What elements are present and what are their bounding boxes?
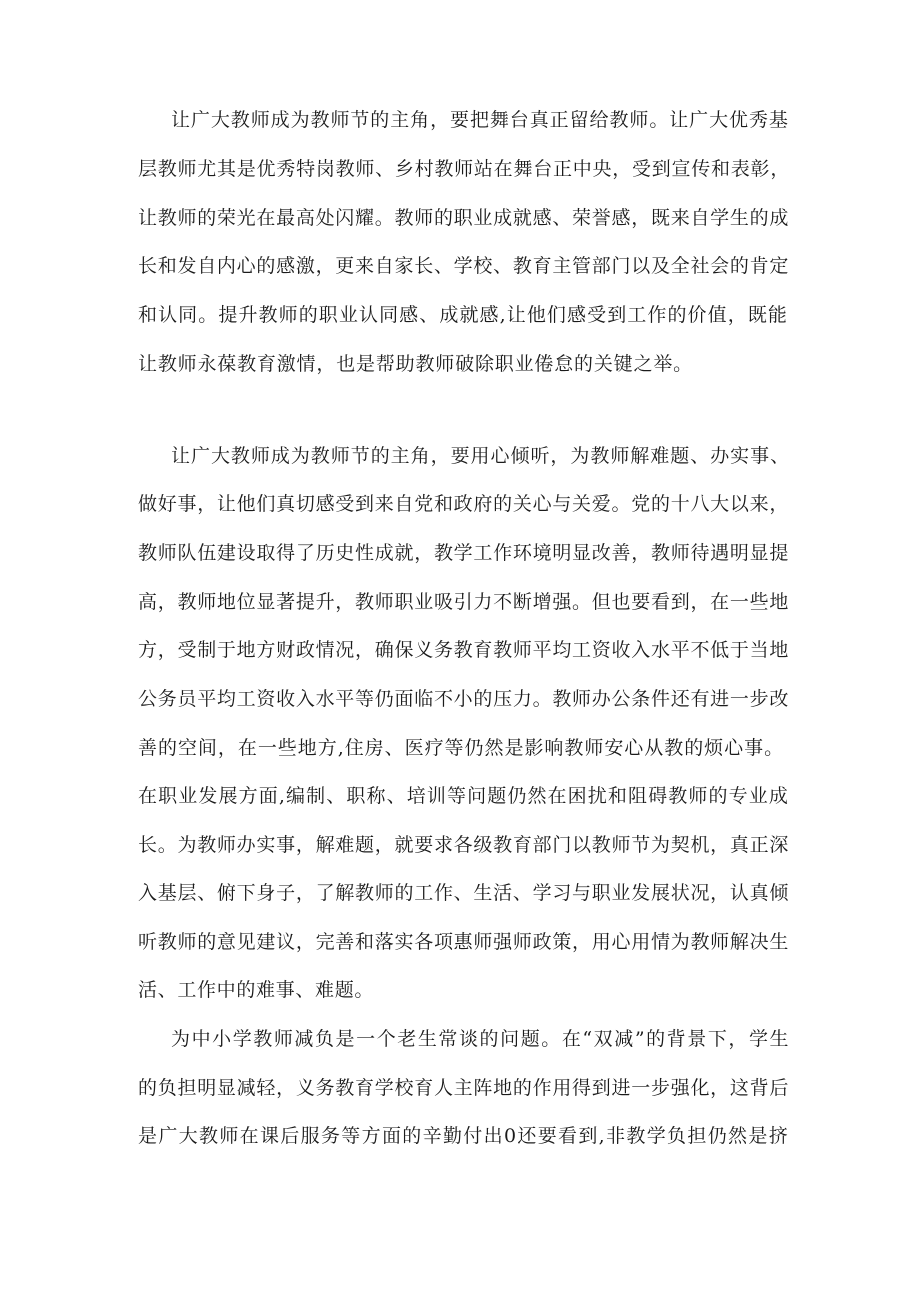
paragraph-2-line: 方，受制于地方财政情况，确保义务教育教师平均工资收入水平不低于当地 (138, 639, 790, 661)
paragraph-2-line: 听教师的意见建议，完善和落实各项惠师强师政策，用心用情为教师解决生 (138, 931, 790, 953)
paragraph-3-line: 为中小学教师减负是一个老生常谈的问题。在“双减”的背景下，学生 (171, 1028, 791, 1050)
paragraph-2-line: 长。为教师办实事，解难题，就要求各级教育部门以教师节为契机，真正深 (138, 834, 790, 856)
paragraph-2-line: 活、工作中的难事、难题。 (138, 979, 375, 1001)
paragraph-1-line: 和认同。提升教师的职业认同感、成就感,让他们感受到工作的价值，既能 (138, 304, 789, 326)
paragraph-2-line: 入基层、俯下身子，了解教师的工作、生活、学习与职业发展状况，认真倾 (138, 882, 790, 904)
paragraph-2-line: 教师队伍建设取得了历史性成就，教学工作环境明显改善，教师待遇明显提 (138, 542, 790, 564)
paragraph-1-line: 层教师尤其是优秀特岗教师、乡村教师站在舞台正中央，受到宣传和表彰， (138, 158, 791, 180)
paragraph-2-line: 在职业发展方面,编制、职称、培训等问题仍然在困扰和阻碍教师的专业成 (138, 785, 790, 807)
paragraph-2-line: 善的空间，在一些地方,住房、医疗等仍然是影响教师安心从教的烦心事。 (138, 737, 785, 759)
paragraph-1-line: 让教师的荣光在最高处闪耀。教师的职业成就感、荣誉感，既来自学生的成 (138, 207, 790, 229)
paragraph-1-line: 让教师永葆教育激情，也是帮助教师破除职业倦怠的关键之举。 (138, 353, 693, 375)
paragraph-2-line: 公务员平均工资收入水平等仍面临不小的压力。教师办公条件还有进一步改 (138, 688, 790, 710)
paragraph-2-line: 让广大教师成为教师节的主角，要用心倾听，为教师解难题、办实事、 (171, 445, 791, 467)
paragraph-3-line: 的负担明显减轻，义务教育学校育人主阵地的作用得到进一步强化，这背后 (138, 1077, 790, 1099)
paragraph-1-line: 让广大教师成为教师节的主角，要把舞台真正留给教师。让广大优秀基 (171, 109, 789, 131)
paragraph-2-line: 做好事，让他们真切感受到来自党和政府的关心与关爱。党的十八大以来， (138, 493, 790, 515)
paragraph-1-line: 长和发自内心的感激，更来自家长、学校、教育主管部门以及全社会的肯定 (138, 255, 790, 277)
paragraph-2-line: 高，教师地位显著提升，教师职业吸引力不断增强。但也要看到，在一些地 (138, 591, 790, 613)
paragraph-3-line: 是广大教师在课后服务等方面的辛勤付出0还要看到,非教学负担仍然是挤 (138, 1125, 790, 1147)
